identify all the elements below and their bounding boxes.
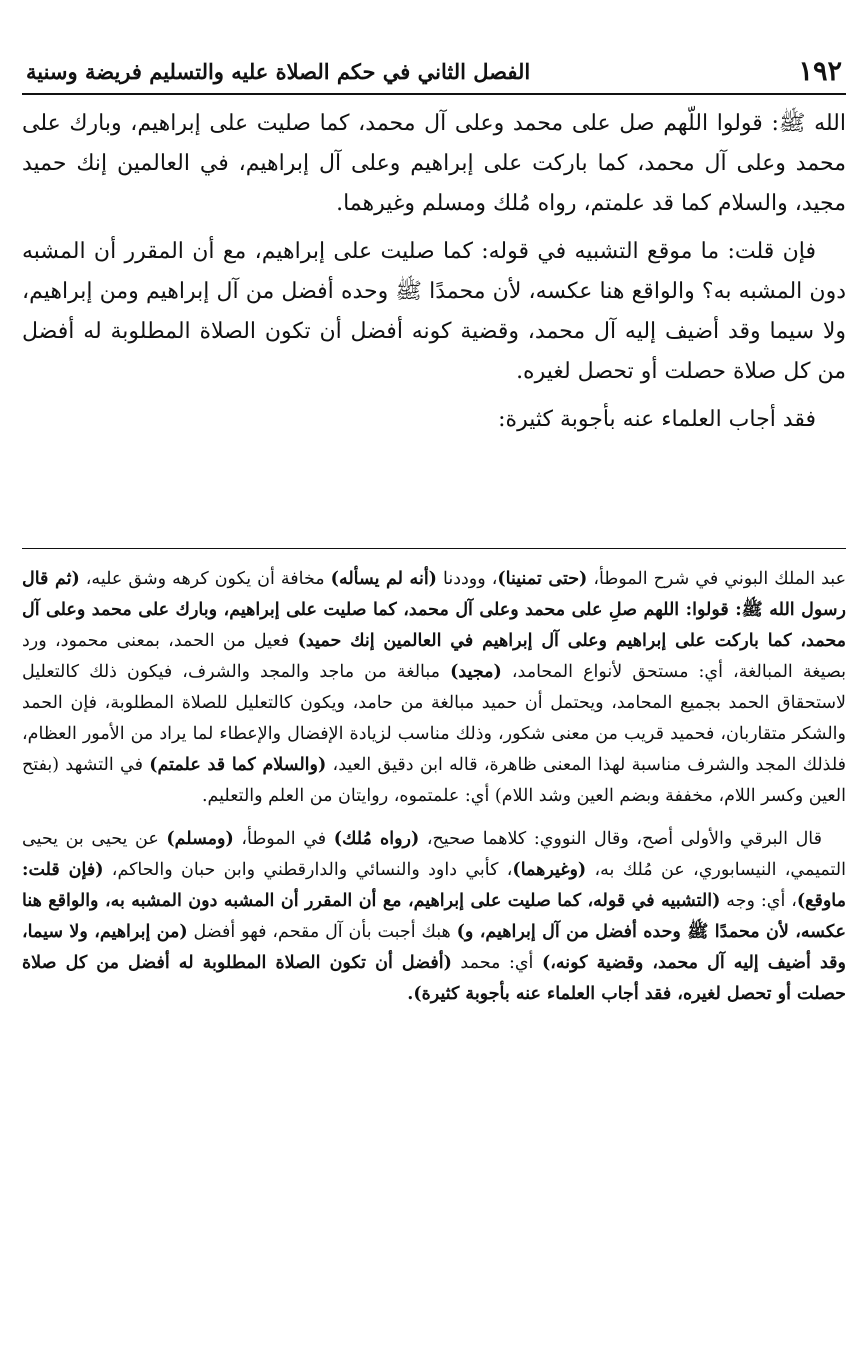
main-text xyxy=(22,104,846,448)
bold-phrase: (أفضل أن تكون الصلاة المطلوبة له أفضل من كل صلاة حصلت أو تحصل لغيره، فقد أجاب العلماء عنه بأجوبة كثيرة). xyxy=(22,953,846,1004)
text-run: ، كأبي داود والنسائي والدارقطني وابن حبان والحاكم، xyxy=(103,860,513,880)
bold-phrase: (وغيرهما) xyxy=(512,860,587,880)
page-header xyxy=(22,52,846,92)
text-run: هبك أجبت بأن آل مقحم، فهو أفضل xyxy=(187,922,457,942)
text-run: ، ووددنا xyxy=(436,569,498,589)
main-paragraph-3: فقد أجاب العلماء عنه بأجوبة كثيرة: xyxy=(498,407,816,432)
main-paragraph-1: الله ﷺ: قولوا اللّهم صل على محمد وعلى آل محمد، كما صليت على إبراهيم، وبارك على محمد وعلى آل محمد، كما باركت على إبراهيم وعلى آل إبراهيم، في العالمين إنك حميد مجيد، والسلام كما قد علمتم، رواه مُلك ومسلم وغيرهما. xyxy=(22,111,846,216)
text-run: في الموطأ، xyxy=(233,829,334,849)
bold-phrase: (فإن قلت: ماوقع) xyxy=(22,860,846,911)
text-run: مبالغة من ماجد والمجد والشرف، فيكون ذلك كالتعليل لاستحقاق الحمد بجميع المحامد، ويحتمل أن حميد مبالغة من حامد، ويكون كالتعليل للصلاة المطلوبة، فإن الحمد والشكر متقاربان، فحميد قريب من معنى شكور، وذلك مناسب لزيادة الإفضال والإعطاء لما يراد من الأمور العظام، فلذلك المجد والشرف مناسبة لهذا المعنى ظاهرة، قاله ابن دقيق العيد، xyxy=(22,662,846,775)
text-run: مخافة أن يكون كرهه وشق عليه، xyxy=(79,569,331,589)
commentary-text xyxy=(22,564,846,1022)
bold-phrase: (التشبيه في قوله، كما صليت على إبراهيم، مع أن المقرر أن المشبه دون المشبه به، والواقع هنا عكسه، لأن محمدًا ﷺ وحده أفضل من آل إبراهيم، و) xyxy=(22,891,847,942)
text-run: قال البرقي والأولى أصح، وقال النووي: كلاهما صحيح، xyxy=(419,829,822,849)
bold-phrase: (رواه مُلك) xyxy=(333,829,420,849)
text-run: فعيل من الحمد، بمعنى محمود، ورد بصيغة المبالغة، أي: مستحق لأنواع المحامد، xyxy=(22,631,846,682)
document-page xyxy=(22,0,846,1364)
text-run: عبد الملك البوني في شرح الموطأ، xyxy=(587,569,847,589)
header-rule xyxy=(22,93,846,95)
text-run: في التشهد (بفتح العين وكسر اللام، مخففة وبضم العين وشد اللام) أي: علمتموه، روايتان من العلم والتعليم. xyxy=(22,755,846,806)
bold-phrase: (ثم قال رسول الله ﷺ: قولوا: اللهم صلِ على محمد وعلى آل محمد، كما صليت على إبراهيم، وبارك على محمد وعلى آل محمد، كما باركت على إبراهيم وعلى آل إبراهيم في العالمين إنك حميد) xyxy=(22,569,846,651)
bold-phrase: (حتى تمنينا) xyxy=(497,569,588,589)
main-paragraph-2: فإن قلت: ما موقع التشبيه في قوله: كما صليت على إبراهيم، مع أن المقرر أن المشبه دون المشبه به؟ والواقع هنا عكسه، لأن محمدًا ﷺ وحده أفضل من آل إبراهيم ومن إبراهيم، ولا سيما وقد أضيف إليه آل محمد، وقضية كونه أفضل أن تكون الصلاة المطلوبة له أفضل من كل صلاة حصلت أو تحصل لغيره. xyxy=(22,239,846,384)
bold-phrase: (والسلام كما قد علمتم) xyxy=(149,755,327,775)
commentary-paragraph-1 xyxy=(22,564,846,812)
text-run: ، أي: وجه xyxy=(720,891,797,911)
bold-phrase: (مجيد) xyxy=(450,662,502,682)
commentary-paragraph-2 xyxy=(22,824,846,1010)
bold-phrase: (أنه لم يسأله) xyxy=(330,569,437,589)
bold-phrase: (من إبراهيم، ولا سيما، وقد أضيف إليه آل محمد، وقضية كونه،) xyxy=(22,922,846,973)
footnote-separator xyxy=(22,548,846,549)
bold-phrase: (ومسلم) xyxy=(166,829,234,849)
page-number: ١٩٢ xyxy=(798,56,842,87)
text-run: عن يحيى بن يحيى التميمي، النيسابوري، عن مُلك به، xyxy=(22,829,846,880)
text-run: أي: محمد xyxy=(451,953,542,973)
running-title: الفصل الثاني في حكم الصلاة عليه والتسليم فريضة وسنية xyxy=(26,59,531,84)
